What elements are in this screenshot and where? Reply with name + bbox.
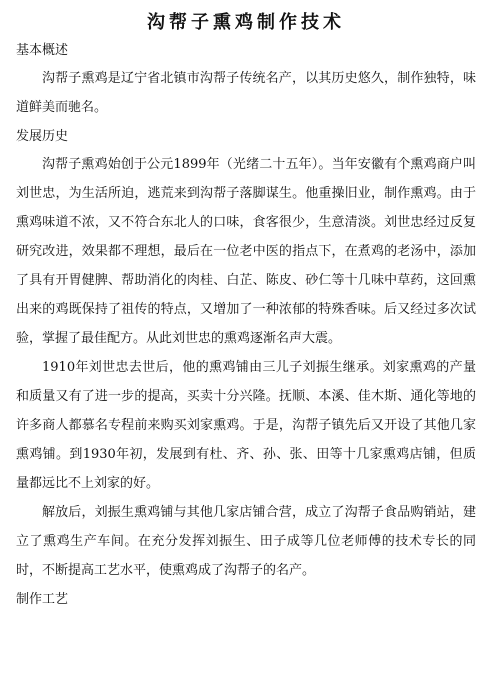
section-heading-overview: 基本概述 [16, 43, 69, 58]
section-heading-process: 制作工艺 [16, 592, 69, 607]
section-history [16, 126, 476, 585]
overview-paragraph: 沟帮子熏鸡是辽宁省北镇市沟帮子传统名产，以其历史悠久，制作独特，味道鲜美而驰名。 [16, 71, 476, 115]
section-overview [16, 40, 476, 122]
section-process [16, 589, 476, 611]
document-title: 沟帮子熏鸡制作技术 [147, 12, 345, 33]
section-heading-history: 发展历史 [16, 129, 69, 144]
history-paragraph-liberation: 解放后，刘振生熏鸡铺与其他几家店铺合营，成立了沟帮子食品购销站，建立了熏鸡生产车间。在充分发挥刘振生、田子成等几位老师傅的技术专长的同时，不断提高工艺水平，使熏鸡成了沟帮子的名产。 [16, 505, 476, 578]
history-paragraph-succession: 1910年刘世忠去世后，他的熏鸡铺由三儿子刘振生继承。刘家熏鸡的产量和质量又有了进一步的提高，买卖十分兴隆。抚顺、本溪、佳木斯、通化等地的许多商人都慕名专程前来购买刘家熏鸡。于是，沟帮子镇先后又开设了其他几家熏鸡铺。到1930年初，发展到有杜、齐、孙、张、田等十几家熏鸡店铺，但质量都远比不上刘家的好。 [16, 360, 476, 491]
history-paragraph-origin: 沟帮子熏鸡始创于公元1899年（光绪二十五年）。当年安徽有个熏鸡商户叫刘世忠，为生活所迫，逃荒来到沟帮子落脚谋生。他重操旧业，制作熏鸡。由于熏鸡味道不浓，又不符合东北人的口味，食客很少，生意清淡。刘世忠经过反复研究改进，效果都不理想，最后在一位老中医的指点下，在煮鸡的老汤中，添加了具有开胃健脾、帮助消化的肉桂、白芷、陈皮、砂仁等十几味中草药，这回熏出来的鸡既保持了祖传的特点，又增加了一种浓郁的特殊香味。后又经过多次试验，掌握了最佳配方。从此刘世忠的熏鸡逐渐名声大震。 [16, 157, 476, 346]
